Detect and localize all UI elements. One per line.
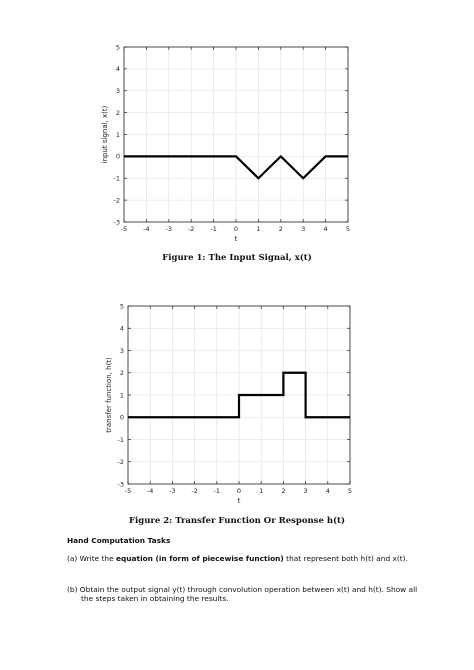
x-tick-label: 5 bbox=[345, 225, 351, 233]
x-tick-label: 2 bbox=[281, 487, 286, 495]
x-tick-label: 4 bbox=[325, 487, 330, 495]
task-a bbox=[67, 554, 447, 563]
chart-1-grid bbox=[124, 47, 348, 222]
y-tick-label: 5 bbox=[119, 302, 124, 311]
y-axis-label: input signal, x(t) bbox=[101, 105, 109, 164]
y-tick-label: 4 bbox=[119, 324, 124, 333]
y-tick-label: -2 bbox=[117, 458, 124, 467]
y-tick-label: -1 bbox=[113, 174, 120, 183]
y-tick-label: 4 bbox=[115, 65, 120, 74]
y-tick-label: 2 bbox=[115, 108, 120, 117]
x-tick-label: 1 bbox=[259, 487, 264, 495]
task-a-bold: equation (in form of piecewise function) bbox=[115, 554, 284, 563]
x-axis-label: t bbox=[237, 497, 241, 505]
x-tick-label: -3 bbox=[169, 487, 176, 495]
x-tick-label: 0 bbox=[233, 225, 239, 233]
x-tick-label: -2 bbox=[191, 487, 198, 495]
x-tick-label: 5 bbox=[347, 487, 353, 495]
x-tick-label: -5 bbox=[124, 487, 132, 495]
input-signal-chart bbox=[0, 40, 474, 250]
x-tick-label: -3 bbox=[165, 225, 173, 233]
x-tick-label: 3 bbox=[301, 225, 306, 233]
y-tick-label: -3 bbox=[117, 480, 124, 489]
task-a-suffix: that represent both h(t) and x(t). bbox=[283, 554, 408, 563]
task-b bbox=[67, 585, 447, 603]
x-tick-label: -5 bbox=[120, 225, 128, 233]
y-tick-label: -2 bbox=[113, 196, 120, 205]
figure-2 bbox=[0, 300, 474, 530]
x-axis-label: t bbox=[234, 235, 238, 243]
x-tick-label: 1 bbox=[256, 225, 261, 233]
x-tick-label: -1 bbox=[210, 225, 217, 233]
transfer-function-chart bbox=[0, 300, 474, 512]
x-tick-label: 2 bbox=[278, 225, 283, 233]
task-b-line-2: the steps taken in obtaining the results. bbox=[81, 594, 229, 603]
y-tick-label: 1 bbox=[119, 391, 124, 400]
x-tick-label: -4 bbox=[146, 487, 154, 495]
tasks-title: Hand Computation Tasks bbox=[67, 536, 171, 545]
task-a-prefix: (a) Write the bbox=[67, 554, 116, 563]
hand-computation-tasks bbox=[67, 536, 447, 625]
figure-1-caption: Figure 1: The Input Signal, x(t) bbox=[162, 253, 312, 263]
task-b-line-1: (b) Obtain the output signal y(t) through convolution operation between x(t) and h(t). Show all bbox=[67, 585, 418, 594]
y-tick-label: 0 bbox=[115, 152, 120, 161]
y-tick-label: 3 bbox=[119, 346, 124, 355]
figure-1 bbox=[0, 40, 474, 270]
y-axis-label: transfer function, h(t) bbox=[105, 357, 113, 433]
x-tick-label: 4 bbox=[323, 225, 328, 233]
y-tick-label: 3 bbox=[115, 87, 120, 96]
figure-2-caption: Figure 2: Transfer Function Or Response h(t) bbox=[129, 516, 345, 526]
y-tick-label: 5 bbox=[115, 43, 120, 52]
x-tick-label: -1 bbox=[213, 487, 221, 495]
x-tick-label: 0 bbox=[236, 487, 242, 495]
x-tick-label: -4 bbox=[143, 225, 150, 233]
y-tick-label: 0 bbox=[119, 413, 124, 422]
x-tick-label: 3 bbox=[303, 487, 308, 495]
y-tick-label: -3 bbox=[113, 218, 120, 227]
y-tick-label: 2 bbox=[119, 369, 124, 378]
y-tick-label: -1 bbox=[117, 435, 124, 444]
y-tick-label: 1 bbox=[115, 130, 120, 139]
x-tick-label: -2 bbox=[187, 225, 195, 233]
